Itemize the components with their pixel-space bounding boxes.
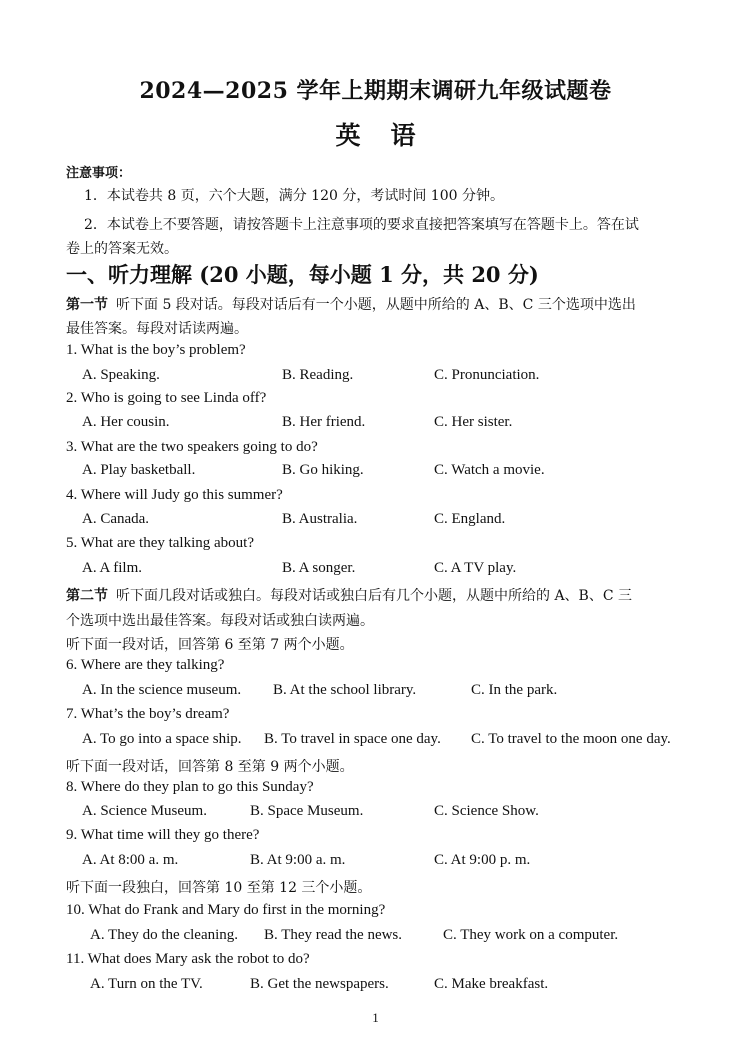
part1-instruction-line1: 听下面 5 段对话。每段对话后有一个小题，从题中所给的 A、B、C 三个选项中选出 [116,297,636,313]
part1-instruction-line2: 最佳答案。每段对话读两遍。 [66,321,248,337]
option-c: C. Her sister. [434,414,513,430]
option-c: C. In the park. [471,682,558,698]
option-b: B. Her friend. [282,414,366,430]
question-text: 6. Where are they talking? [66,657,225,673]
option-b: B. They read the news. [264,927,403,943]
note-item: 卷上的答案无效。 [66,241,178,257]
question-text: 8. Where do they plan to go this Sunday? [66,779,314,795]
option-a: A. Turn on the TV. [90,976,203,992]
question-text: 4. Where will Judy go this summer? [66,487,283,503]
note-item: 2．本试卷上不要答题，请按答题卡上注意事项的要求直接把答案填写在答题卡上。答在试 [84,217,639,233]
question-text: 10. What do Frank and Mary do first in the morning? [66,902,386,918]
option-a: A. Play basketball. [82,462,196,478]
question-text: 11. What does Mary ask the robot to do? [66,951,310,967]
option-c: C. To travel to the moon one day. [471,731,671,747]
page-title: 2024—2025 学年上期期末调研九年级试题卷 [139,78,612,104]
option-b: B. At the school library. [273,682,417,698]
option-b: B. Australia. [282,511,358,527]
listening-prompt: 听下面一段对话，回答第 6 至第 7 两个小题。 [66,637,354,653]
option-c: C. They work on a computer. [443,927,619,943]
option-c: C. Science Show. [434,803,539,819]
option-c: C. A TV play. [434,560,517,576]
option-a: A. At 8:00 a. m. [82,852,179,868]
page-number: 1 [372,1010,379,1025]
option-c: C. Make breakfast. [434,976,549,992]
question-text: 3. What are the two speakers going to do? [66,439,318,455]
subject-title: 英语 [335,121,446,150]
question-text: 2. Who is going to see Linda off? [66,390,267,406]
part2-instruction [66,585,632,605]
option-b: B. At 9:00 a. m. [250,852,346,868]
part1-label: 第一节 [66,297,108,313]
option-a: A. In the science museum. [82,682,242,698]
listening-prompt: 听下面一段独白，回答第 10 至第 12 三个小题。 [66,880,372,896]
part2-instruction-line1: 听下面几段对话或独白。每段对话或独白后有几个小题，从题中所给的 A、B、C 三 [116,588,633,604]
section-heading: 一、听力理解 (20 小题，每小题 1 分，共 20 分) [66,262,539,287]
question-text: 5. What are they talking about? [66,535,254,551]
note-item: 1．本试卷共 8 页，六个大题，满分 120 分，考试时间 100 分钟。 [84,188,504,204]
option-c: C. England. [434,511,506,527]
option-a: A. To go into a space ship. [82,731,242,747]
question-text: 1. What is the boy’s problem? [66,342,246,358]
option-b: B. Get the newspapers. [250,976,389,992]
option-a: A. Science Museum. [82,803,207,819]
part1-instruction [66,294,636,314]
option-a: A. They do the cleaning. [90,927,239,943]
part2-instruction-line2: 个选项中选出最佳答案。每段对话或独白读两遍。 [66,613,374,629]
listening-prompt: 听下面一段对话，回答第 8 至第 9 两个小题。 [66,759,354,775]
option-c: C. Pronunciation. [434,367,540,383]
option-b: B. Go hiking. [282,462,364,478]
question-text: 7. What’s the boy’s dream? [66,706,230,722]
part2-label: 第二节 [66,588,108,604]
question-text: 9. What time will they go there? [66,827,260,843]
option-b: B. Reading. [282,367,354,383]
option-b: B. To travel in space one day. [264,731,441,747]
option-a: A. A film. [82,560,143,576]
option-a: A. Canada. [82,511,150,527]
option-c: C. Watch a movie. [434,462,545,478]
option-b: B. Space Museum. [250,803,364,819]
notes-label: 注意事项： [66,166,132,181]
option-c: C. At 9:00 p. m. [434,852,531,868]
option-a: A. Her cousin. [82,414,170,430]
option-b: B. A songer. [282,560,356,576]
option-a: A. Speaking. [82,367,160,383]
